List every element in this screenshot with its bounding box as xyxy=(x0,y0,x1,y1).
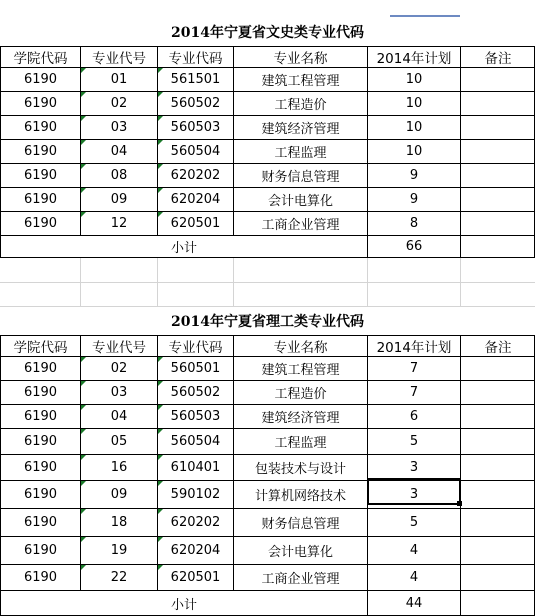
table-cell[interactable]: 6190 xyxy=(23,96,58,111)
table-cell[interactable]: 620501 xyxy=(170,570,221,585)
table-cell[interactable]: 工程造价 xyxy=(274,387,327,402)
table-cell[interactable]: 3 xyxy=(409,460,419,475)
column-header[interactable]: 备注 xyxy=(484,340,512,356)
column-header[interactable]: 专业名称 xyxy=(273,340,328,356)
table-cell[interactable]: 包装技术与设计 xyxy=(254,462,346,477)
table-cell[interactable]: 3 xyxy=(409,487,419,502)
table-cell[interactable]: 8 xyxy=(409,216,419,231)
cell-range-indicator xyxy=(390,15,460,17)
number-stored-as-text-icon xyxy=(81,429,86,434)
table-cell[interactable]: 9 xyxy=(409,192,419,207)
table-cell[interactable]: 16 xyxy=(110,460,128,475)
table-cell[interactable]: 6190 xyxy=(23,144,58,159)
table-cell[interactable]: 18 xyxy=(110,515,128,530)
number-stored-as-text-icon xyxy=(158,565,163,570)
number-stored-as-text-icon xyxy=(158,68,163,73)
column-header[interactable]: 2014年计划 xyxy=(376,340,452,356)
table-cell[interactable]: 7 xyxy=(409,361,419,376)
table-cell[interactable]: 590102 xyxy=(170,487,221,502)
table-cell[interactable]: 建筑工程管理 xyxy=(261,74,340,89)
table-cell[interactable]: 建筑工程管理 xyxy=(261,363,340,378)
column-header[interactable]: 专业代号 xyxy=(92,51,146,67)
number-stored-as-text-icon xyxy=(158,455,163,460)
table-cell[interactable]: 19 xyxy=(110,543,128,558)
table-cell[interactable]: 12 xyxy=(110,216,128,231)
table-cell[interactable]: 610401 xyxy=(170,460,221,475)
table-cell[interactable] xyxy=(461,429,535,454)
table-cell[interactable]: 560502 xyxy=(170,96,221,111)
table-cell[interactable]: 5 xyxy=(409,515,419,530)
fill-handle[interactable] xyxy=(457,501,462,506)
table-cell[interactable] xyxy=(461,164,535,187)
number-stored-as-text-icon xyxy=(81,405,86,410)
subtotal-label[interactable]: 小计 xyxy=(170,597,197,613)
table-cell[interactable]: 04 xyxy=(110,144,128,159)
table-cell[interactable]: 620204 xyxy=(170,192,221,207)
table-cell[interactable]: 6190 xyxy=(23,192,58,207)
table-cell[interactable]: 561501 xyxy=(170,72,221,87)
subtotal-value[interactable]: 66 xyxy=(405,239,423,254)
table-cell[interactable]: 4 xyxy=(409,570,419,585)
table-cell[interactable]: 620501 xyxy=(170,216,221,231)
table-cell[interactable]: 620202 xyxy=(170,515,221,530)
column-header[interactable]: 备注 xyxy=(484,51,512,67)
subtotal-label[interactable]: 小计 xyxy=(170,241,197,256)
table-cell[interactable]: 620204 xyxy=(170,543,221,558)
selected-cell-border xyxy=(367,478,461,505)
table-cell[interactable]: 6190 xyxy=(23,385,58,400)
table-cell[interactable]: 7 xyxy=(409,385,419,400)
table-cell[interactable] xyxy=(461,509,535,536)
table-cell[interactable]: 01 xyxy=(110,72,128,87)
table-cell[interactable]: 6190 xyxy=(23,120,58,135)
table-cell[interactable]: 05 xyxy=(110,434,128,449)
table-cell[interactable]: 09 xyxy=(110,487,128,502)
number-stored-as-text-icon xyxy=(158,116,163,121)
table-cell[interactable]: 6190 xyxy=(23,434,58,449)
column-header[interactable]: 学院代码 xyxy=(13,51,68,67)
number-stored-as-text-icon xyxy=(81,188,86,193)
number-stored-as-text-icon xyxy=(158,405,163,410)
table-cell[interactable] xyxy=(461,140,535,163)
column-header[interactable]: 专业名称 xyxy=(273,51,328,67)
table-cell[interactable]: 工程造价 xyxy=(274,98,327,113)
number-stored-as-text-icon xyxy=(81,381,86,386)
table-cell[interactable]: 4 xyxy=(409,543,419,558)
table-cell[interactable]: 计算机网络技术 xyxy=(254,489,346,504)
number-stored-as-text-icon xyxy=(158,357,163,362)
table-cell[interactable] xyxy=(461,116,535,139)
table-cell[interactable]: 10 xyxy=(405,144,423,159)
table-title: 2014年宁夏省文史类专业代码 xyxy=(171,25,364,41)
table-cell[interactable]: 6190 xyxy=(23,487,58,502)
table-cell[interactable]: 560503 xyxy=(170,409,221,424)
table-cell[interactable]: 财务信息管理 xyxy=(261,517,340,532)
table-cell[interactable]: 560504 xyxy=(170,434,221,449)
table-cell[interactable]: 5 xyxy=(409,434,419,449)
table-cell[interactable]: 6190 xyxy=(23,72,58,87)
number-stored-as-text-icon xyxy=(81,537,86,542)
table-cell[interactable]: 560503 xyxy=(170,120,221,135)
table-cell[interactable] xyxy=(461,357,535,380)
number-stored-as-text-icon xyxy=(158,164,163,169)
table-cell[interactable]: 6190 xyxy=(23,409,58,424)
table-title: 2014年宁夏省理工类专业代码 xyxy=(171,314,364,330)
table-cell[interactable]: 财务信息管理 xyxy=(261,170,340,185)
table-cell[interactable] xyxy=(461,68,535,91)
number-stored-as-text-icon xyxy=(158,212,163,217)
column-header[interactable]: 2014年计划 xyxy=(376,51,452,67)
table-cell[interactable]: 6 xyxy=(409,409,419,424)
number-stored-as-text-icon xyxy=(158,381,163,386)
table-cell[interactable]: 22 xyxy=(110,570,128,585)
table-cell[interactable] xyxy=(461,455,535,480)
table-cell[interactable]: 560502 xyxy=(170,385,221,400)
table-cell[interactable] xyxy=(461,212,535,235)
number-stored-as-text-icon xyxy=(81,565,86,570)
column-header[interactable]: 专业代码 xyxy=(168,51,223,67)
number-stored-as-text-icon xyxy=(81,140,86,145)
table-cell[interactable]: 560504 xyxy=(170,144,221,159)
table-cell[interactable]: 6190 xyxy=(23,168,58,183)
number-stored-as-text-icon xyxy=(81,212,86,217)
table-cell[interactable] xyxy=(461,92,535,115)
table-cell[interactable]: 10 xyxy=(405,72,423,87)
number-stored-as-text-icon xyxy=(158,188,163,193)
table-cell[interactable]: 6190 xyxy=(23,570,58,585)
table-cell[interactable]: 会计电算化 xyxy=(267,194,333,209)
table-cell[interactable]: 建筑经济管理 xyxy=(261,411,340,426)
number-stored-as-text-icon xyxy=(81,116,86,121)
number-stored-as-text-icon xyxy=(158,509,163,514)
column-header[interactable]: 学院代码 xyxy=(13,340,68,356)
table-cell[interactable]: 工程监理 xyxy=(274,436,327,451)
table-cell[interactable] xyxy=(461,537,535,564)
number-stored-as-text-icon xyxy=(158,92,163,97)
table-cell[interactable]: 6190 xyxy=(23,543,58,558)
number-stored-as-text-icon xyxy=(81,455,86,460)
table-cell[interactable] xyxy=(461,481,535,508)
number-stored-as-text-icon xyxy=(81,164,86,169)
table-cell[interactable]: 工商企业管理 xyxy=(261,218,340,233)
table-cell[interactable]: 6190 xyxy=(23,216,58,231)
table-cell[interactable]: 09 xyxy=(110,192,128,207)
subtotal-value[interactable]: 44 xyxy=(405,595,423,611)
number-stored-as-text-icon xyxy=(158,537,163,542)
column-header[interactable]: 专业代号 xyxy=(92,340,146,356)
number-stored-as-text-icon xyxy=(81,68,86,73)
number-stored-as-text-icon xyxy=(81,357,86,362)
table-cell[interactable]: 03 xyxy=(110,120,128,135)
table-cell[interactable]: 03 xyxy=(110,385,128,400)
table-cell[interactable]: 会计电算化 xyxy=(267,545,333,560)
table-cell[interactable]: 04 xyxy=(110,409,128,424)
table-cell[interactable]: 10 xyxy=(405,96,423,111)
table-cell[interactable]: 建筑经济管理 xyxy=(261,122,340,137)
number-stored-as-text-icon xyxy=(81,92,86,97)
table-cell[interactable] xyxy=(461,405,535,428)
table-cell[interactable]: 10 xyxy=(405,120,423,135)
table-cell[interactable]: 6190 xyxy=(23,361,58,376)
column-header[interactable]: 专业代码 xyxy=(168,340,223,356)
table-cell[interactable]: 08 xyxy=(110,168,128,183)
table-cell[interactable]: 6190 xyxy=(23,460,58,475)
table-cell[interactable]: 工商企业管理 xyxy=(261,572,340,587)
number-stored-as-text-icon xyxy=(158,429,163,434)
table-cell[interactable]: 工程监理 xyxy=(274,146,327,161)
table-cell[interactable]: 560501 xyxy=(170,361,221,376)
table-cell[interactable] xyxy=(461,565,535,590)
number-stored-as-text-icon xyxy=(158,481,163,486)
number-stored-as-text-icon xyxy=(158,140,163,145)
table-cell[interactable]: 620202 xyxy=(170,168,221,183)
table-cell[interactable]: 6190 xyxy=(23,515,58,530)
table-cell[interactable]: 02 xyxy=(110,361,128,376)
number-stored-as-text-icon xyxy=(81,481,86,486)
table-cell[interactable] xyxy=(461,381,535,404)
number-stored-as-text-icon xyxy=(81,509,86,514)
table-cell[interactable] xyxy=(461,188,535,211)
table-cell[interactable]: 9 xyxy=(409,168,419,183)
table-cell[interactable]: 02 xyxy=(110,96,128,111)
